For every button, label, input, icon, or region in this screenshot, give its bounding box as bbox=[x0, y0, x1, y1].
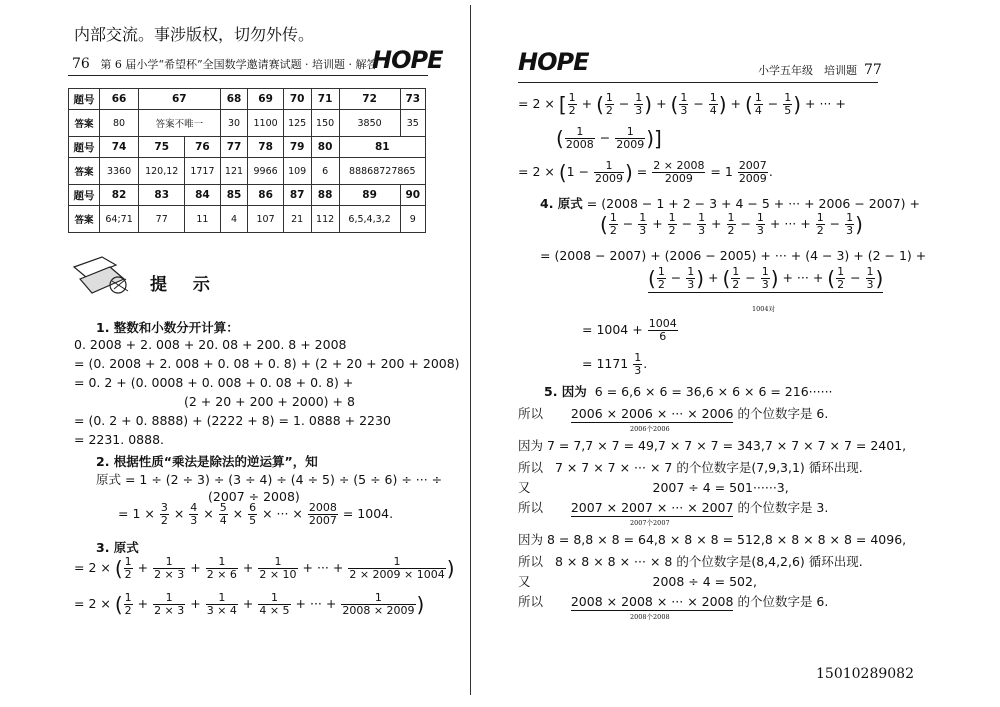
table-row-a1 bbox=[69, 110, 426, 137]
p3-right-line-3: = 2 × (1 − $\frac{1}{2009}$ ) = $\frac{2 \times 2008}{2009}$ = 1 $\frac{2007}{2009}$ . bbox=[518, 159, 773, 185]
q-cell: 69 bbox=[248, 89, 283, 110]
a-cell: 112 bbox=[311, 206, 339, 233]
page-spine bbox=[470, 5, 471, 695]
a-cell: 120,12 bbox=[139, 158, 185, 185]
p3-right-line-1: = 2 × [ $\frac{1}{2}$ + ( $\frac{1}{2}$ − $\frac{1}{3}$ ) + ( $\frac{1}{3}$ − $\frac{1}{4}$ ) + ( $\frac{1}{4}$ − $\frac{1}{5}$ ) + ··· + bbox=[518, 91, 846, 117]
p5-l8: 8 × 8 × 8 × ··· × 8 的个位数字是(8,4,2,6) 循环出现. bbox=[554, 554, 863, 569]
q-cell: 88 bbox=[311, 185, 339, 206]
p5-line-2 bbox=[518, 404, 828, 423]
a-cell: 3850 bbox=[339, 110, 400, 137]
q-cell: 85 bbox=[220, 185, 248, 206]
p1-line: (2 + 20 + 200 + 2000) + 8 bbox=[184, 394, 355, 409]
a-cell: 6,5,4,3,2 bbox=[339, 206, 400, 233]
brace-label-2008: 2008个2008 bbox=[630, 613, 670, 621]
p5-line-9 bbox=[518, 572, 757, 590]
p5-tail: 的个位数字是 3. bbox=[737, 500, 829, 515]
p5-line-1 bbox=[544, 382, 833, 400]
p2-line: (2007 ÷ 2008) bbox=[208, 489, 300, 504]
q-cell: 77 bbox=[220, 137, 248, 158]
right-header-rule bbox=[518, 82, 878, 83]
q-cell: 75 bbox=[139, 137, 185, 158]
p5-tail: 的个位数字是 6. bbox=[737, 406, 829, 421]
a-cell: 125 bbox=[283, 110, 311, 137]
q-cell: 74 bbox=[100, 137, 139, 158]
p1-line: = 2231. 0888. bbox=[74, 432, 164, 447]
a-cell: 6 bbox=[311, 158, 339, 185]
q-cell: 86 bbox=[248, 185, 283, 206]
q-cell: 67 bbox=[139, 89, 220, 110]
copyright-notice: 内部交流。事涉版权，切勿外传。 bbox=[74, 25, 315, 44]
p4-title: 4. 原式 bbox=[540, 196, 583, 211]
a-cell: 150 bbox=[311, 110, 339, 137]
brace-label-1004: 1004对 bbox=[752, 305, 776, 313]
a-cell: 64;71 bbox=[100, 206, 139, 233]
q-cell: 68 bbox=[220, 89, 248, 110]
p4-line-1: 4. 原式 = (2008 − 1 + 2 − 3 + 4 − 5 + ··· + 2006 − 2007) + bbox=[540, 196, 920, 211]
a-label: 答案 bbox=[69, 110, 100, 137]
p2-line: 原式 = 1 ÷ (2 ÷ 3) ÷ (3 ÷ 4) ÷ (4 ÷ 5) ÷ (5 ÷ 6) ÷ ··· ÷ bbox=[96, 472, 443, 487]
p5-tail: 的个位数字是 6. bbox=[737, 594, 829, 609]
a-cell: 答案不唯一 bbox=[139, 110, 220, 137]
p3-title: 3. 原式 bbox=[96, 540, 139, 555]
left-header bbox=[72, 56, 378, 72]
a-cell: 80 bbox=[100, 110, 139, 137]
hope-logo-right: HOPE bbox=[518, 48, 589, 76]
p5-line-3: 因为 7 = 7,7 × 7 = 49,7 × 7 × 7 = 343,7 × 7 × 7 × 7 = 2401, bbox=[518, 438, 907, 453]
a-cell: 1717 bbox=[185, 158, 220, 185]
a-cell: 107 bbox=[248, 206, 283, 233]
hint-hand-icon bbox=[72, 255, 134, 301]
p4-result-1: = 1004 + $\frac{1004}{6}$ bbox=[582, 317, 677, 343]
p2-product: = 1 × $\frac{3}{2}$ × $\frac{4}{3}$ × $\frac{5}{4}$ × $\frac{6}{5}$ × ··· × $\frac{2008}{2007}$ = 1004. bbox=[118, 501, 394, 527]
left-page-number: 76 bbox=[72, 56, 90, 72]
p1-title: 1. 整数和小数分开计算： bbox=[96, 320, 239, 335]
p2-title: 2. 根据性质“乘法是除法的逆运算”，知 bbox=[96, 454, 318, 469]
p4-result1-text: = 1004 + bbox=[582, 322, 643, 337]
q-cell: 84 bbox=[185, 185, 220, 206]
p5-l1: 6 = 6,6 × 6 = 36,6 × 6 × 6 = 216······ bbox=[594, 384, 833, 399]
p3-line-2: = 2 × ( $\frac{1}{2}$ + $\frac{1}{2 \times 3}$ + $\frac{1}{3 \times 4}$ + $\frac{1}{4 \times 5}$ + ··· + $\frac{1}{2008 \times 2009}$ ) bbox=[74, 591, 425, 617]
q-cell: 82 bbox=[100, 185, 139, 206]
so-label: 所以 bbox=[518, 406, 544, 421]
also-label: 又 bbox=[518, 574, 531, 589]
right-header bbox=[758, 62, 882, 78]
p2-post: = 1004. bbox=[342, 506, 394, 521]
p1-line: = 0. 2 + (0. 0008 + 0. 008 + 0. 08 + 0. 8) + bbox=[74, 375, 354, 390]
p5-line-4 bbox=[518, 458, 863, 476]
q-label: 题号 bbox=[69, 185, 100, 206]
p5-line-10 bbox=[518, 592, 828, 611]
p5-expr-2008: 2008 × 2008 × ··· × 2008 bbox=[570, 594, 734, 609]
p5-l5: 2007 ÷ 4 = 501······3, bbox=[652, 480, 789, 495]
q-label: 题号 bbox=[69, 89, 100, 110]
q-label: 题号 bbox=[69, 137, 100, 158]
q-cell: 79 bbox=[283, 137, 311, 158]
table-row-q3 bbox=[69, 185, 426, 206]
a-cell: 11 bbox=[185, 206, 220, 233]
q-cell: 71 bbox=[311, 89, 339, 110]
table-row-q2 bbox=[69, 137, 426, 158]
q-cell: 72 bbox=[339, 89, 400, 110]
hope-logo-left: HOPE bbox=[372, 46, 443, 74]
a-cell: 35 bbox=[400, 110, 425, 137]
q-cell: 73 bbox=[400, 89, 425, 110]
so-label: 所以 bbox=[518, 460, 544, 475]
p5-expr-2006: 2006 × 2006 × ··· × 2006 bbox=[570, 406, 734, 421]
a-cell: 88868727865 bbox=[339, 158, 425, 185]
a-cell: 30 bbox=[220, 110, 248, 137]
p4-result2-text: = 1171 bbox=[582, 356, 629, 371]
p5-line-5 bbox=[518, 478, 789, 496]
hints-title: 提 示 bbox=[150, 275, 220, 295]
q-cell: 76 bbox=[185, 137, 220, 158]
a-cell: 1100 bbox=[248, 110, 283, 137]
brace-label-2006: 2006个2006 bbox=[630, 425, 670, 433]
p5-line-6 bbox=[518, 498, 828, 517]
p3-right-line-2: ( $\frac{1}{2008}$ − $\frac{1}{2009}$ )] bbox=[556, 125, 662, 151]
q-cell: 70 bbox=[283, 89, 311, 110]
p5-expr-2007: 2007 × 2007 × ··· × 2007 bbox=[570, 500, 734, 515]
brace-label-2007: 2007个2007 bbox=[630, 519, 670, 527]
q-cell: 89 bbox=[339, 185, 400, 206]
right-page-number: 77 bbox=[864, 62, 882, 78]
table-row-a3 bbox=[69, 206, 426, 233]
a-cell: 3360 bbox=[100, 158, 139, 185]
a-cell: 77 bbox=[139, 206, 185, 233]
p4-line-4: ( $\frac{1}{2}$ − $\frac{1}{3}$ ) + ( $\frac{1}{2}$ − $\frac{1}{3}$ ) + ··· + ( $\frac{1}{2}$ − $\frac{1}{3}$ ) bbox=[648, 265, 884, 291]
answer-table bbox=[68, 88, 426, 233]
a-label: 答案 bbox=[69, 206, 100, 233]
q-cell: 83 bbox=[139, 185, 185, 206]
table-row-q1 bbox=[69, 89, 426, 110]
p4-line-3: = (2008 − 2007) + (2006 − 2005) + ··· + (4 − 3) + (2 − 1) + bbox=[540, 248, 927, 263]
a-label: 答案 bbox=[69, 158, 100, 185]
p5-line-8 bbox=[518, 552, 863, 570]
p1-line: = (0. 2 + 0. 8888) + (2222 + 8) = 1. 0888 + 2230 bbox=[74, 413, 391, 428]
footer-number: 15010289082 bbox=[816, 666, 914, 682]
p5-title: 5. 因为 bbox=[544, 384, 587, 399]
p4-line-2: ( $\frac{1}{2}$ − $\frac{1}{3}$ + $\frac{1}{2}$ − $\frac{1}{3}$ + $\frac{1}{2}$ − $\frac{1}{3}$ + ··· + $\frac{1}{2}$ − $\frac{1}{3}$ ) bbox=[600, 211, 863, 237]
so-label: 所以 bbox=[518, 500, 544, 515]
a-cell: 9966 bbox=[248, 158, 283, 185]
p2-pre: = 1 × bbox=[118, 506, 155, 521]
p1-line: 0. 2008 + 2. 008 + 20. 08 + 200. 8 + 2008 bbox=[74, 337, 347, 352]
q-cell: 90 bbox=[400, 185, 425, 206]
a-cell: 4 bbox=[220, 206, 248, 233]
q-cell: 66 bbox=[100, 89, 139, 110]
q-cell: 81 bbox=[339, 137, 425, 158]
q-cell: 78 bbox=[248, 137, 283, 158]
a-cell: 121 bbox=[220, 158, 248, 185]
p4-result-2: = 1171 $\frac{1}{3}$ . bbox=[582, 351, 648, 377]
p3-line-1: = 2 × ( $\frac{1}{2}$ + $\frac{1}{2 \times 3}$ + $\frac{1}{2 \times 6}$ + $\frac{1}{2 \times 10}$ + ··· + $\frac{1}{2 \times 2009 \times 1004}$ ) bbox=[74, 555, 455, 581]
right-running-title: 小学五年级 培训题 bbox=[758, 64, 857, 77]
so-label: 所以 bbox=[518, 594, 544, 609]
left-running-title: 第 6 届小学“希望杯”全国数学邀请赛试题 · 培训题 · 解答 bbox=[100, 58, 378, 71]
p1-line: = (0. 2008 + 2. 008 + 0. 08 + 0. 8) + (2 + 20 + 200 + 2008) bbox=[74, 356, 460, 371]
p5-l9: 2008 ÷ 4 = 502, bbox=[652, 574, 757, 589]
a-cell: 9 bbox=[400, 206, 425, 233]
a-cell: 21 bbox=[283, 206, 311, 233]
a-cell: 109 bbox=[283, 158, 311, 185]
left-header-rule bbox=[68, 75, 428, 76]
so-label: 所以 bbox=[518, 554, 544, 569]
p5-line-7: 因为 8 = 8,8 × 8 = 64,8 × 8 × 8 = 512,8 × 8 × 8 × 8 = 4096, bbox=[518, 532, 907, 547]
q-cell: 87 bbox=[283, 185, 311, 206]
also-label: 又 bbox=[518, 480, 531, 495]
p5-l4: 7 × 7 × 7 × ··· × 7 的个位数字是(7,9,3,1) 循环出现. bbox=[554, 460, 863, 475]
table-row-a2 bbox=[69, 158, 426, 185]
q-cell: 80 bbox=[311, 137, 339, 158]
